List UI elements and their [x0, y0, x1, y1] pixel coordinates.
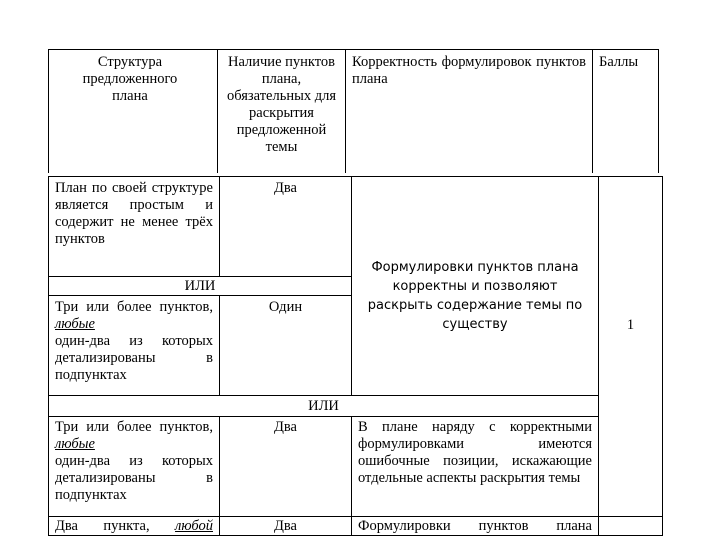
- body-bottom-border: [48, 535, 663, 536]
- row2-structure-start: Три или более пунктов,: [55, 299, 213, 315]
- row2-count: Один: [268, 299, 303, 315]
- header-presence: Наличие пунктов плана, обязательных для раскрытия предложенной темы: [226, 54, 336, 155]
- row2-structure-emphasis: любые: [55, 316, 95, 332]
- header-correctness: Корректность формулировок пунктов плана: [352, 54, 586, 87]
- row4-count: Два: [274, 518, 297, 534]
- row12-correctness: Формулировки пунктов плана корректны и позволяют раскрыть содержание темы по существу: [367, 260, 583, 332]
- row4-correctness: Формулировки пунктов плана: [358, 518, 592, 534]
- row2-structure: [49, 299, 219, 384]
- header-top-border: [48, 49, 659, 50]
- row1-structure: План по своей структуре является простым и содержит не менее трёх пунктов: [55, 180, 213, 247]
- body-sep-3: [598, 176, 599, 536]
- or-separator-1: ИЛИ: [184, 278, 216, 294]
- row4-structure-start: Два пункта,: [55, 518, 150, 534]
- row3-structure-end: один-два из которых детализированы в подпунктах: [55, 453, 213, 503]
- or-separator-2: ИЛИ: [308, 398, 339, 414]
- body-line-or2-top: [48, 395, 598, 396]
- body-line-or1-bottom: [48, 295, 351, 296]
- row3-correctness: В плане наряду с корректными формулировками имеются ошибочные позиции, искажающие отдельные аспекты раскрытия темы: [358, 419, 592, 486]
- body-line-row4-top: [48, 516, 663, 517]
- header-structure: Структура предложенного плана: [82, 54, 178, 104]
- header-left-border: [48, 49, 49, 173]
- row4-structure-emphasis: любой: [175, 518, 213, 534]
- row4-structure: [49, 518, 219, 535]
- body-sep-2a: [351, 176, 352, 395]
- body-line-or1-top: [48, 276, 351, 277]
- body-right-border: [662, 176, 663, 536]
- row3-structure: [49, 419, 219, 515]
- row3-structure-emphasis: любые: [55, 436, 95, 452]
- body-top-border: [48, 176, 663, 177]
- body-line-or2-bottom: [48, 416, 598, 417]
- row3-count: Два: [274, 419, 297, 435]
- row1-count: Два: [274, 180, 297, 196]
- row2-structure-end: один-два из которых детализированы в подпунктах: [55, 333, 213, 383]
- header-right-border: [658, 49, 659, 173]
- score-value: 1: [626, 317, 635, 333]
- row3-structure-start: Три или более пунктов,: [55, 419, 213, 435]
- header-score: Баллы: [599, 54, 639, 70]
